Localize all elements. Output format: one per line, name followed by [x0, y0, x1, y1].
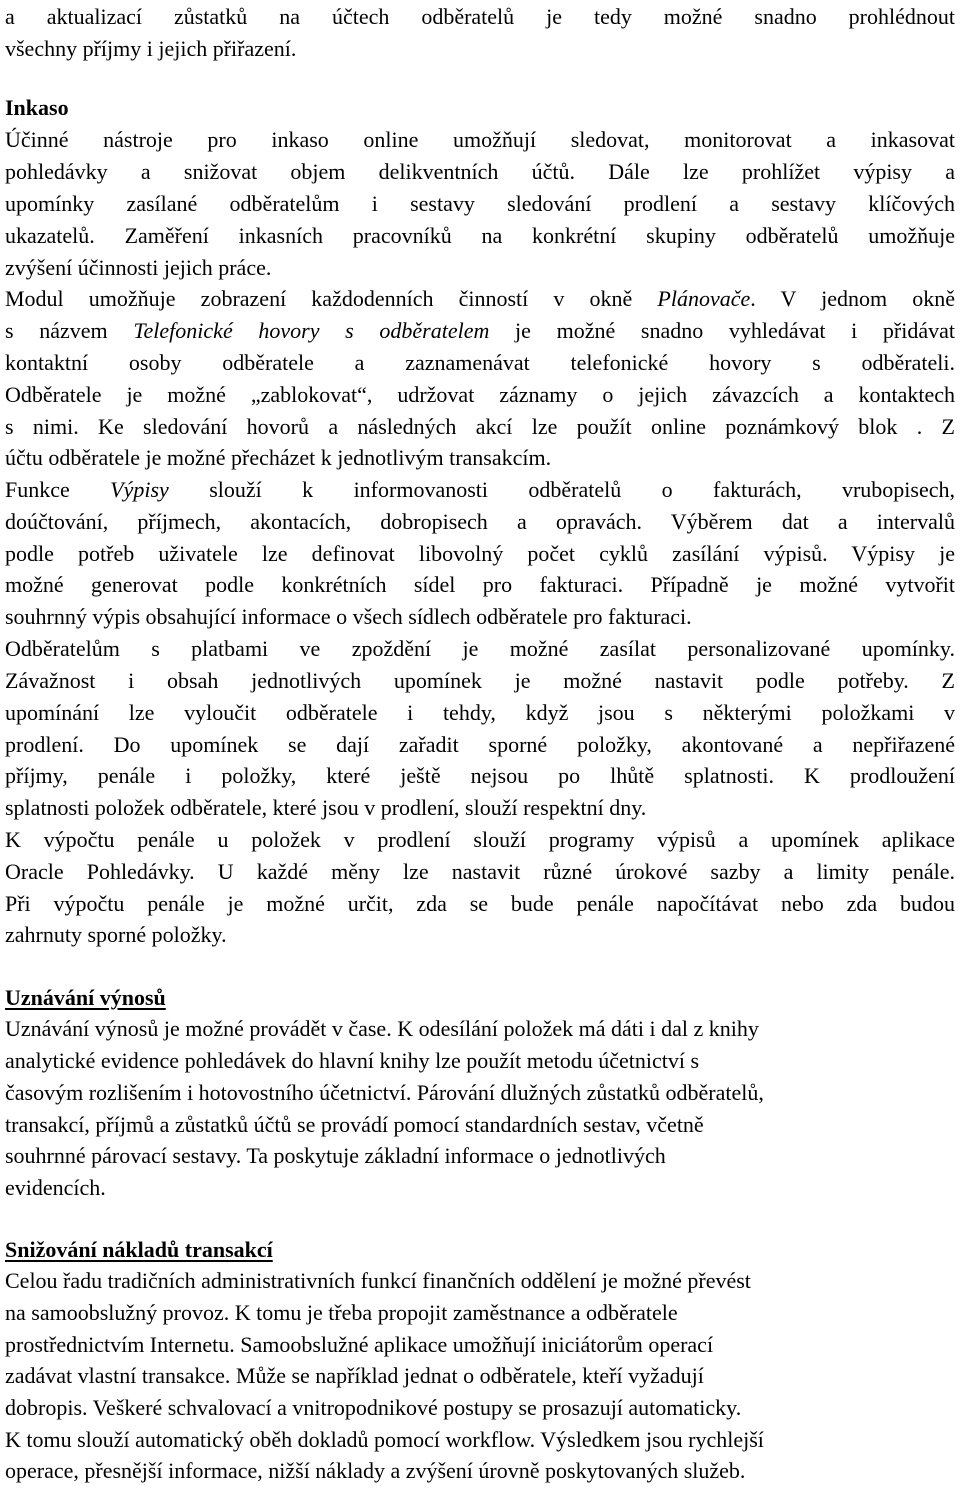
paragraph-line: zadávat vlastní transakce. Může se například jednat o odběratele, kteří vyžadují: [5, 1363, 704, 1388]
italic-term-telefonicke-hovory: Telefonické hovory s odběratelem: [133, 318, 490, 343]
text-run: Modul umožňuje zobrazení každodenních činností v okně: [5, 286, 658, 311]
paragraph-line: Účinné nástroje pro inkaso online umožňují sledovat, monitorovat a inkasovat: [5, 127, 955, 152]
paragraph-line: Celou řadu tradičních administrativních funkcí finančních oddělení je možné převést: [5, 1268, 751, 1293]
italic-term-vypisy: Výpisy: [110, 477, 169, 502]
section-heading-uznavani-vynosu: Uznávání výnosů: [5, 985, 166, 1010]
italic-term-planovace: Plánovače: [657, 286, 751, 311]
paragraph-line: zahrnuty sporné položky.: [5, 922, 227, 947]
paragraph-line: podle potřeb uživatele lze definovat libovolný počet cyklů zasílání výpisů. Výpisy je: [5, 541, 955, 566]
paragraph-line: Při výpočtu penále je možné určit, zda se bude penále napočítávat nebo zda budou: [5, 891, 955, 916]
paragraph-line: Odběratelům s platbami ve zpoždění je možné zasílat personalizované upomínky.: [5, 636, 955, 661]
text-run: je možné snadno vyhledávat i přidávat: [489, 318, 956, 343]
paragraph-line: pohledávky a snižovat objem delikventních účtů. Dále lze prohlížet výpisy a: [5, 159, 955, 184]
paragraph-line: ukazatelů. Zaměření inkasních pracovníků na konkrétní skupiny odběratelů umožňuje: [5, 223, 955, 248]
paragraph-line: na samoobslužný provoz. K tomu je třeba propojit zaměstnance a odběratele: [5, 1300, 678, 1325]
paragraph-line: analytické evidence pohledávek do hlavní knihy lze použít metodu účetnictví s: [5, 1048, 699, 1073]
paragraph-line: souhrnný výpis obsahující informace o všech sídlech odběratele pro fakturaci.: [5, 604, 692, 629]
paragraph-line: upomínání lze vyloučit odběratele i tehdy, když jsou s některými položkami v: [5, 700, 955, 725]
paragraph-line: možné generovat podle konkrétních sídel pro fakturaci. Případně je možné vytvořit: [5, 572, 955, 597]
paragraph-line: doúčtování, příjmech, akontacích, dobropisech a opravách. Výběrem dat a intervalů: [5, 509, 955, 534]
paragraph-line: [5, 474, 955, 506]
paragraph-line: operace, přesnější informace, nižší náklady a zvýšení úrovně poskytovaných služeb.: [5, 1458, 746, 1483]
paragraph-line: Uznávání výnosů je možné provádět v čase. K odesílání položek má dáti i dal z knihy: [5, 1016, 759, 1041]
paragraph-line: časovým rozlišením i hotovostního účetnictví. Párování dlužných zůstatků odběratelů,: [5, 1080, 764, 1105]
paragraph-line: všechny příjmy i jejich přiřazení.: [5, 36, 297, 61]
paragraph-line: s nimi. Ke sledování hovorů a následných akcí lze použít online poznámkový blok . Z: [5, 414, 955, 439]
text-run: s názvem: [5, 318, 134, 343]
paragraph-line: upomínky zasílané odběratelům i sestavy sledování prodlení a sestavy klíčových: [5, 191, 955, 216]
paragraph-line: příjmy, penále i položky, které ještě nejsou po lhůtě splatnosti. K prodloužení: [5, 763, 955, 788]
paragraph-line: K výpočtu penále u položek v prodlení slouží programy výpisů a upomínek aplikace: [5, 827, 955, 852]
paragraph-line: kontaktní osoby odběratele a zaznamenávat telefonické hovory s odběrateli.: [5, 350, 955, 375]
paragraph-line: [5, 315, 955, 347]
paragraph-line: zvýšení účinnosti jejich práce.: [5, 255, 272, 280]
text-run: slouží k informovanosti odběratelů o fakturách, vrubopisech,: [168, 477, 956, 502]
paragraph-line: K tomu slouží automatický oběh dokladů pomocí workflow. Výsledkem jsou rychlejší: [5, 1427, 764, 1452]
paragraph-line: [5, 283, 955, 315]
paragraph-line: evidencích.: [5, 1175, 106, 1200]
text-run: Funkce: [5, 477, 111, 502]
paragraph-line: prodlení. Do upomínek se dají zařadit sporné položky, akontované a nepřiřazené: [5, 732, 955, 757]
section-heading-snizovani-nakladu: Snižování nákladů transakcí: [5, 1237, 273, 1262]
paragraph-line: souhrnné párovací sestavy. Ta poskytuje základní informace o jednotlivých: [5, 1143, 666, 1168]
section-heading-inkaso: Inkaso: [5, 95, 69, 120]
paragraph-line: dobropis. Veškeré schvalovací a vnitropodnikové postupy se prosazují automaticky.: [5, 1395, 742, 1420]
paragraph-line: a aktualizací zůstatků na účtech odběratelů je tedy možné snadno prohlédnout: [5, 4, 955, 29]
paragraph-line: splatnosti položek odběratele, které jsou v prodlení, slouží respektní dny.: [5, 795, 647, 820]
paragraph-line: Odběratele je možné „zablokovat“, udržovat záznamy o jejich závazcích a kontaktech: [5, 382, 955, 407]
paragraph-line: Závažnost i obsah jednotlivých upomínek je možné nastavit podle potřeby. Z: [5, 668, 955, 693]
paragraph-line: transakcí, příjmů a zůstatků účtů se provádí pomocí standardních sestav, včetně: [5, 1112, 704, 1137]
paragraph-line: prostřednictvím Internetu. Samoobslužné aplikace umožňují iniciátorům operací: [5, 1332, 714, 1357]
paragraph-line: účtu odběratele je možné přecházet k jednotlivým transakcím.: [5, 445, 552, 470]
text-run: . V jednom okně: [750, 286, 955, 311]
paragraph-line: Oracle Pohledávky. U každé měny lze nastavit různé úrokové sazby a limity penále.: [5, 859, 955, 884]
